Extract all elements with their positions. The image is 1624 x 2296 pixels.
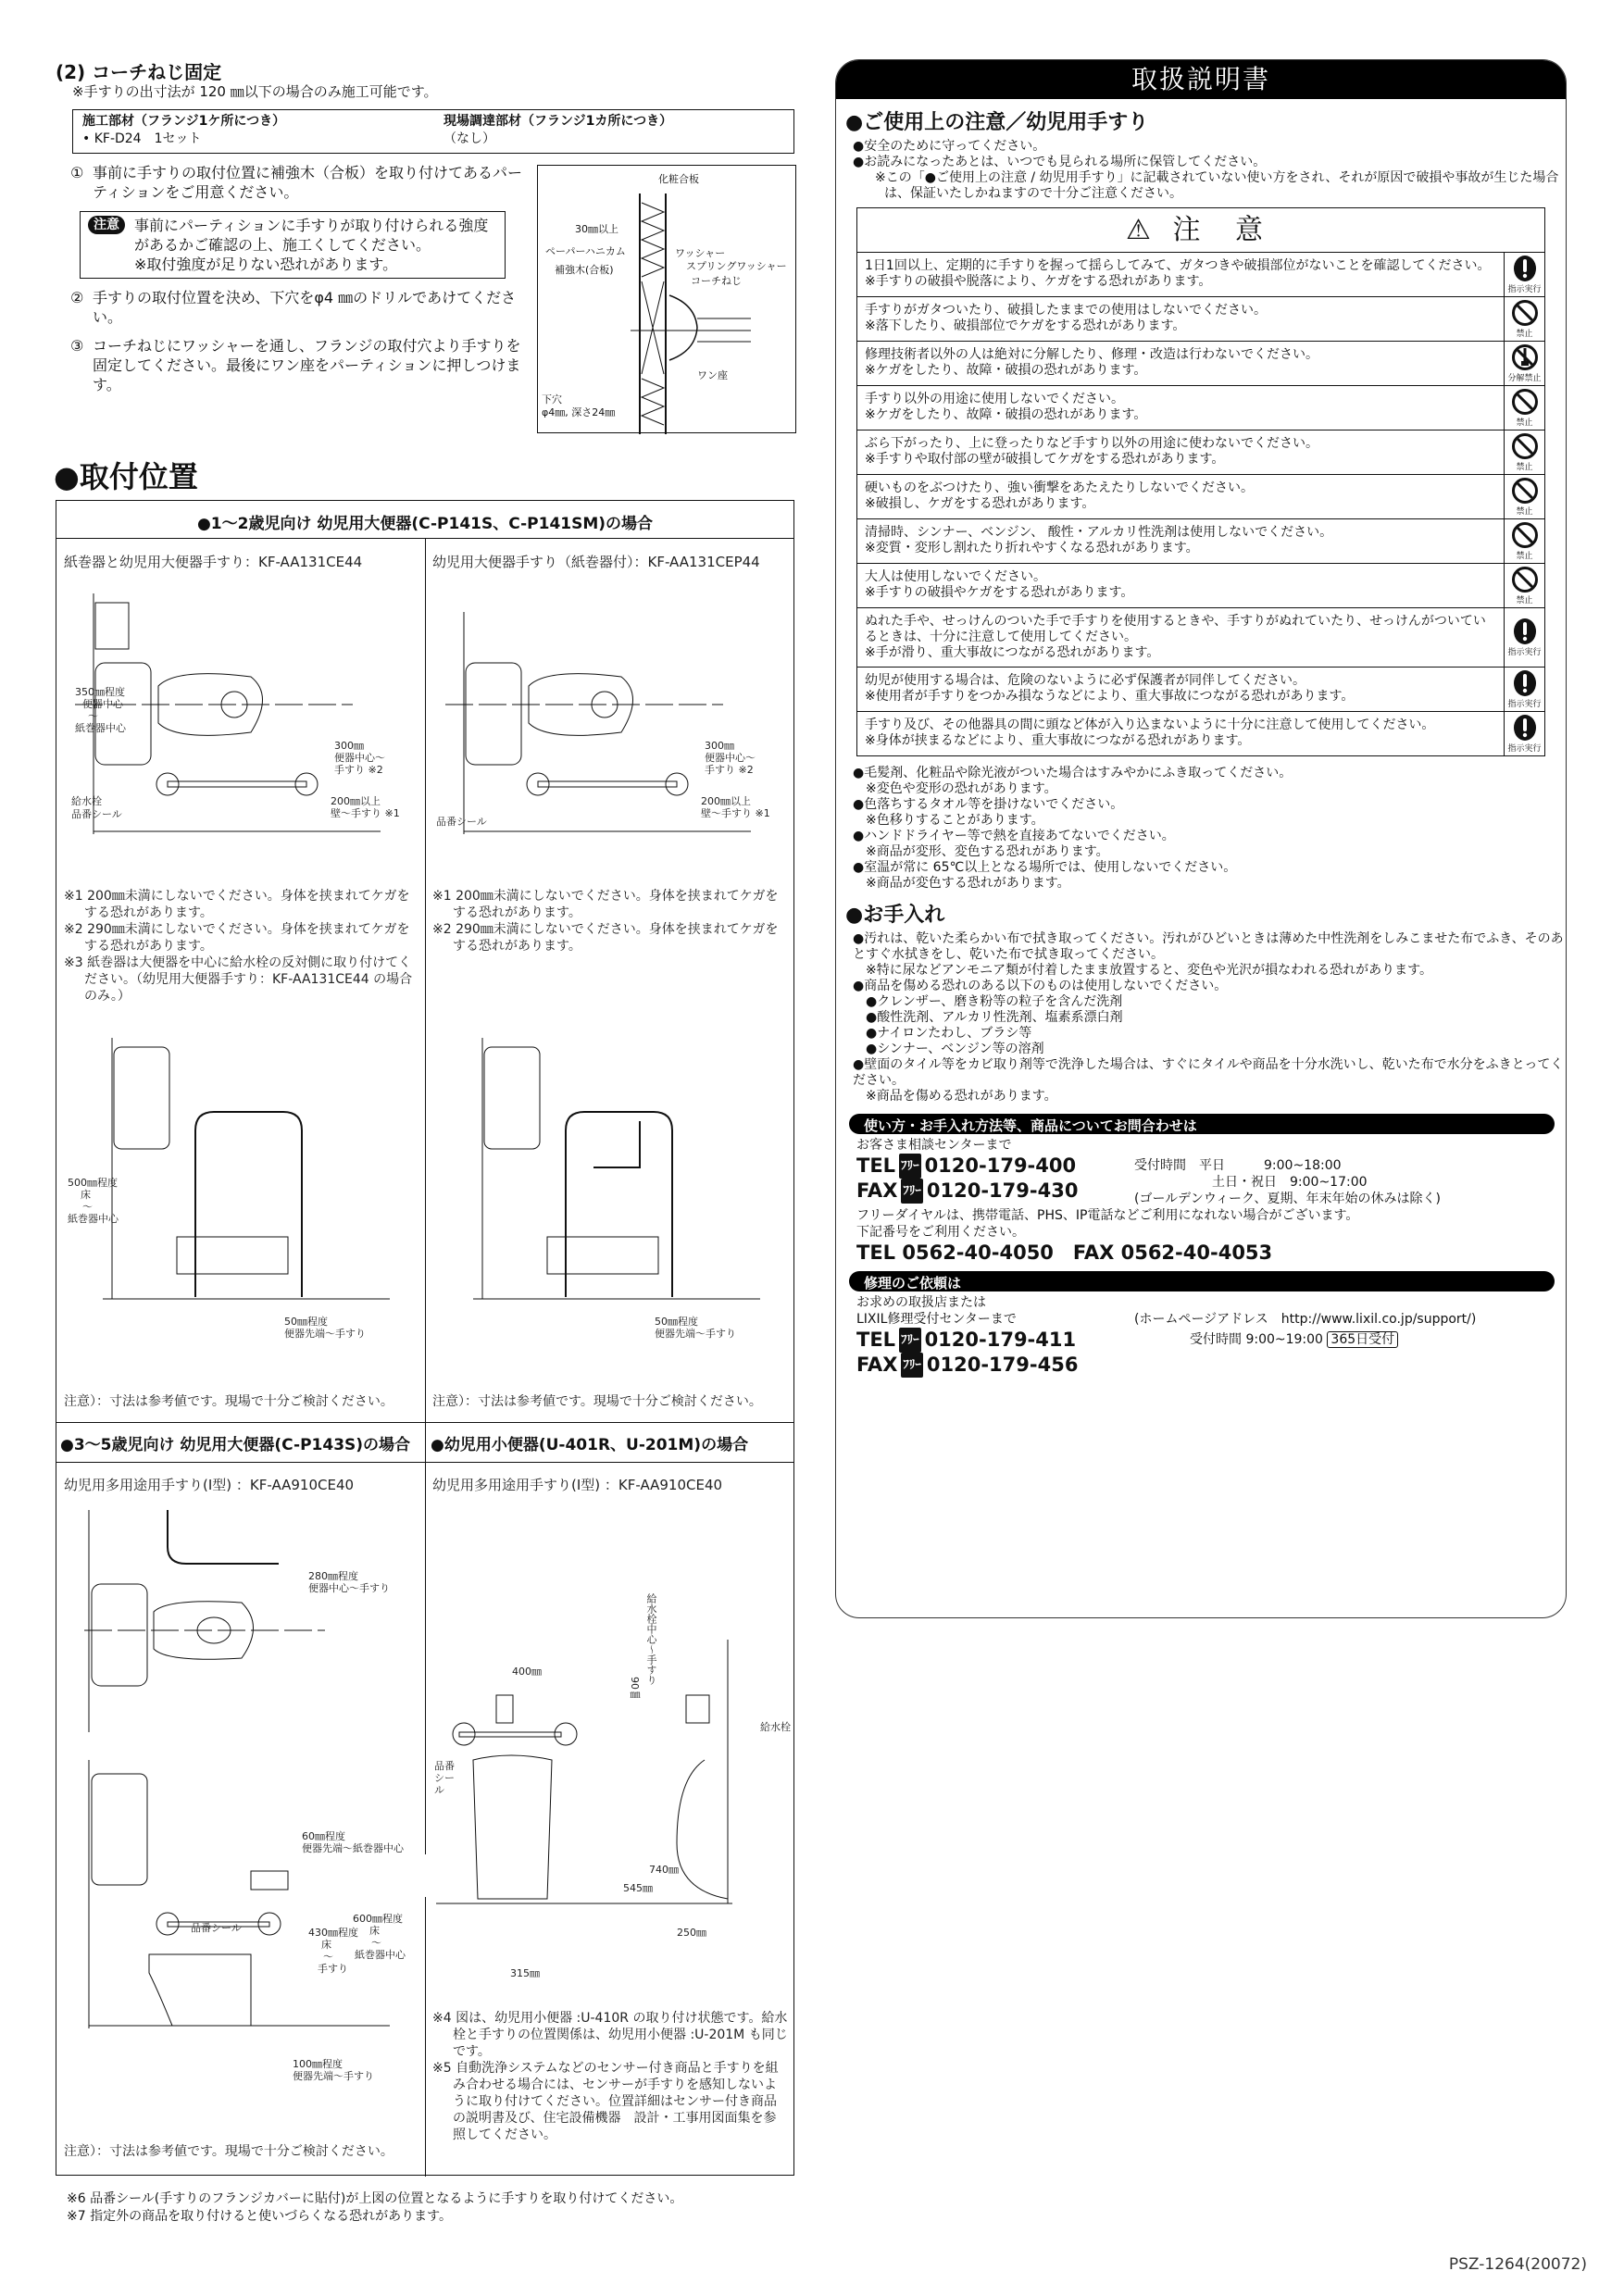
cell-c-dimension-note: 注意）：寸法は参考値です。現場で十分ご検討ください。 <box>64 2144 394 2159</box>
freedial-icon: ﾌﾘｰ <box>901 1179 923 1204</box>
coach-screw-section-diagram: 化粧合板 30㎜以上 ペーパーハニカム 補強木(合板) ワッシャー スプリングワッシャー コーチねじ ワン座 下穴 φ4㎜, 深さ24㎜ <box>537 165 796 433</box>
install-heading: (2) コーチねじ固定 <box>56 61 222 83</box>
materials-left-value: • KF-D24 1セット <box>82 131 202 146</box>
row2-right-title: ●幼児用小便器(U-401R、U-201M)の場合 <box>431 1436 749 1454</box>
warning-triangle-icon: ⚠ <box>1126 214 1151 246</box>
care-heading: ●お手入れ <box>845 904 945 927</box>
care-list: ●汚れは、乾いた柔らかい布で拭き取ってください。汚れがひどいときは薄めた中性洗剤をしみこませた布でふき、そのあとすぐ水拭きをし、乾いた布で拭き取ってください。 ※特に尿などアンモニア類が付着したまま放置すると、変色や光沢が損なわれる恐れがあります。 ●商品を傷める恐れのある以下のものは使用しないでください。 ●クレンザー、磨き粉等の粒子を含んだ洗剤 ●酸性洗剤、アルカリ性洗剤、塩素系漂白剤 ●ナイロンたわし、ブラシ等 ●シンナー、ベンジン等の溶剤 ●壁面のタイル等をカビ取り剤等で洗浄した場合は、すぐにタイルや商品を十分水洗いし、乾いた布で水分をふきとってください。 ※商品を傷める恐れがあります。 <box>853 931 1564 1104</box>
row1-title: ●1～2歳児向け 幼児用大便器(C-P141S、C-P141SM)の場合 <box>196 515 654 533</box>
warning-text: 手すりがガタついたり、破損したままでの使用はしないでください。 ※落下したり、破損部位でケガをする恐れがあります。 <box>865 303 1267 333</box>
repair-tel[interactable]: TEL ﾌﾘｰ 0120-179-411 <box>856 1329 1077 1351</box>
inquiry-alt-numbers[interactable]: TEL 0562-40-4050 FAX 0562-40-4053 <box>856 1242 1273 1264</box>
prohibited-icon: 禁止 <box>1504 564 1544 607</box>
cell-c-title: 幼児用多用途用手すり(I型) ：KF-AA910CE40 <box>64 1477 355 1493</box>
inquiry-fax[interactable]: FAX ﾌﾘｰ 0120-179-430 <box>856 1179 1079 1202</box>
materials-right-header: 現場調達部材（フランジ1カ所につき） <box>443 114 673 129</box>
freedial-icon: ﾌﾘｰ <box>899 1328 921 1353</box>
step-2: ② 手すりの取付位置を決め、下穴をφ4 ㎜のドリルであけてください。 <box>70 289 517 326</box>
warning-row <box>857 564 1544 608</box>
instruction-icon: 指示実行 <box>1504 668 1544 711</box>
caution-box: 注意 事前にパーティションに手すりが取り付けられる強度があるかご確認の上、施工くしてください。 ※取付強度が足りない恐れがあります。 <box>80 211 506 279</box>
warning-text: 修理技術者以外の人は絶対に分解したり、修理・改造は行わないでください。 ※ケガをしたり、故障・破損の恐れがあります。 <box>865 347 1318 378</box>
warning-text: 幼児が使用する場合は、危険のないように必ず保護者が同伴してください。 ※使用者が手すりをつかみ損なうなどにより、重大事故につながる恐れがあります。 <box>865 673 1355 704</box>
position-heading: ●取付位置 <box>54 459 198 494</box>
cell-a-notes: ※1 200㎜未満にしないでください。身体を挟まれてケガをする恐れがあります。 ※2 290㎜未満にしないでください。身体を挟まれてケガをする恐れがあります。 ※3 紙巻器は大便器を中心に給水栓の反対側に取り付けてください。（幼児用大便器手すり：KF-AA131CE44 の場合のみ。） <box>64 889 413 1004</box>
warning-text: ぬれた手や、せっけんのついた手で手すりを使用するときや、手すりがぬれていたり、せっけんがついているときは、十分に注意して使用してください。 ※手が滑り、重大事故につながる恐れがあります。 <box>865 614 1486 660</box>
prohibited-icon: 禁止 <box>1504 430 1544 474</box>
warning-row <box>857 519 1544 564</box>
warning-row <box>857 386 1544 430</box>
cell-b-dimension-note: 注意）：寸法は参考値です。現場で十分ご検討ください。 <box>432 1394 762 1409</box>
toilet-side-view-b <box>455 1038 779 1316</box>
cell-b-title: 幼児用大便器手すり（紙巻器付）：KF-AA131CEP44 <box>432 554 760 570</box>
instruction-icon: 指示実行 <box>1504 608 1544 667</box>
usage-heading: ●ご使用上の注意／幼児用手すり <box>845 111 1149 134</box>
inquiry-tel[interactable]: TEL ﾌﾘｰ 0120-179-400 <box>856 1154 1077 1177</box>
caution-badge: 注意 <box>88 216 125 234</box>
freedial-icon: ﾌﾘｰ <box>899 1154 921 1179</box>
freedial-icon: ﾌﾘｰ <box>901 1353 923 1378</box>
instruction-icon: 指示実行 <box>1504 253 1544 296</box>
repair-contact: お求めの取扱店または LIXIL修理受付センターまで (ホームページアドレス http://www.lixil.co.jp/support/) TEL ﾌﾘｰ 0120-179-411 FAX ﾌﾘｰ 0120-179-456 受付時間 9:00~19:00 365日受付 <box>856 1295 1477 1376</box>
warning-row <box>857 342 1544 386</box>
prohibited-icon: 禁止 <box>1504 475 1544 518</box>
warning-row <box>857 430 1544 475</box>
cell-d-notes: ※4 図は、幼児用小便器 :U-410R の取り付け状態です。給水栓と手すりの位置関係は、幼児用小便器 :U-201M も同じです。 ※5 自動洗浄システムなどのセンサー付き商品と手すりを組み合わせる場合には、センサーが手すりを感知しないように取り付けてください。位置詳細はセンサー付き商品の説明書及び、住宅設備機器 設計・工事用図面集を参照してください。 <box>432 2011 788 2142</box>
materials-box <box>72 109 794 154</box>
warning-row <box>857 712 1544 755</box>
warning-text: 手すり及び、その他器具の間に頭など体が入り込まないように十分に注意して使用してください。 ※身体が挟まるなどにより、重大事故につながる恐れがあります。 <box>865 718 1435 748</box>
warning-row <box>857 253 1544 297</box>
cell-a-dimension-note: 注意）：寸法は参考値です。現場で十分ご検討ください。 <box>64 1394 394 1409</box>
warning-text: 清掃時、シンナー、ベンジン、 酸性・アルカリ性洗剤は使用しないでください。 ※変質・変形し割れたり折れやすくなる恐れがあります。 <box>865 525 1333 555</box>
inquiry-contact: お客さま相談センターまで TEL ﾌﾘｰ 0120-179-400 FAX ﾌﾘｰ 0120-179-430 受付時間 平日 9:00~18:00 土日・祝日 9:00~17:00 (ゴールデンウィーク、夏期、年末年始の休みは除く) フリーダイヤルは、携帯電話、PHS、IP電話などご利用になれない場合がございます。 下記番号をご利用ください。 TEL 0562-40-4050 FAX 0562-40-4053 <box>836 1137 1566 1266</box>
install-steps <box>70 163 524 404</box>
warning-header: ⚠ 注 意 <box>857 208 1544 253</box>
warning-text: 1日1回以上、定期的に手すりを握って揺らしてみて、ガタつきや破損部位がないことを確認してください。 ※手すりの破損や脱落により、ケガをする恐れがあります。 <box>865 258 1491 289</box>
materials-right-value: （なし） <box>443 131 495 146</box>
warning-row <box>857 668 1544 712</box>
instruction-manual-panel <box>835 59 1567 1618</box>
prohibited-icon: 禁止 <box>1504 519 1544 563</box>
inquiry-pill: 使い方・お手入れ方法等、商品についてお問合わせは <box>849 1114 1555 1134</box>
warning-text: 硬いものをぶつけたり、強い衝撃をあたえたりしないでください。 ※破損し、ケガをする恐れがあります。 <box>865 480 1254 511</box>
warning-row <box>857 297 1544 342</box>
instruction-icon: 指示実行 <box>1504 712 1544 755</box>
row2-left-title: ●3～5歳児向け 幼児用大便器(C-P143S)の場合 <box>60 1436 411 1454</box>
warning-row <box>857 475 1544 519</box>
materials-left-header: 施工部材（フランジ1ケ所につき） <box>82 114 286 129</box>
install-note: ※手すりの出寸法が 120 ㎜以下の場合のみ施工可能です。 <box>72 83 438 100</box>
warning-table <box>856 207 1545 756</box>
bottom-notes: ※6 品番シール(手すりのフランジカバーに貼付)が上図の位置となるように手すりを取り付けてください。 ※7 指定外の商品を取り付けると使いづらくなる恐れがあります。 <box>67 2191 683 2224</box>
no-disassembly-icon: 分解禁止 <box>1504 342 1544 385</box>
homepage-link[interactable]: (ホームページアドレス http://www.lixil.co.jp/support/) <box>1134 1312 1477 1327</box>
after-warnings: ●毛髪剤、化粧品や除光液がついた場合はすみやかにふき取ってください。 ※変色や変形の恐れがあります。 ●色落ちするタオル等を掛けないでください。 ※色移りすることがあります。 ●ハンドドライヤー等で熱を直接あてないでください。 ※商品が変形、変色する恐れがあります。 ●室温が常に 65℃以上となる場所では、使用しないでください。 ※商品が変色する恐れがあります。 <box>853 766 1293 891</box>
cell-a-title: 紙巻器と幼児用大便器手すり：KF-AA131CE44 <box>64 554 363 570</box>
urinal-front-side-view <box>436 1593 788 1964</box>
cell-b-notes: ※1 200㎜未満にしないでください。身体を挟まれてケガをする恐れがあります。 ※2 290㎜未満にしないでください。身体を挟まれてケガをする恐れがあります。 <box>432 889 779 954</box>
step-1: ① 事前に手すりの取付位置に補強木（合板）を取り付けてあるパーティションをご用意ください。 <box>70 164 523 201</box>
prohibited-icon: 禁止 <box>1504 386 1544 430</box>
usage-bullets: ●安全のために守ってください。 ●お読みになったあとは、いつでも見られる場所に保管してください。 ※この「●ご使用上の注意 / 幼児用手すり」に記載されていない使い方をされ、それが原因で破損や事故が生じた場合は、保証いたしかねますので十分ご注意ください。 <box>853 139 1559 201</box>
document-code: PSZ-1264(20072) <box>1448 2255 1587 2274</box>
cell-d-title: 幼児用多用途用手すり(I型) ：KF-AA910CE40 <box>432 1477 723 1493</box>
365-days-badge: 365日受付 <box>1327 1331 1398 1348</box>
manual-title: 取扱説明書 <box>836 60 1566 99</box>
wall-section-drawing <box>538 166 797 434</box>
prohibited-icon: 禁止 <box>1504 297 1544 341</box>
position-table: ●1～2歳児向け 幼児用大便器(C-P141S、C-P141SM)の場合 紙巻器と幼児用大便器手すり：KF-AA131CE44 350㎜程度 便器中心 ～ 紙巻器中心 300㎜ 便器中心～ 手すり ※2 200㎜以上 壁～手すり ※1 給水栓 品番シール ※1 200㎜未満にしないでください。身体を挟まれてケガをする恐れがあります。 ※2 290㎜未満にしないでください。身体を挟まれてケガをする恐れがあります。 ※3 紙巻器は大便器を中心に給水栓の反対側に取り付けてください。（幼児用大便器手すり：KF-AA131CE44 の場合のみ。） 500㎜程度 床 ～ 紙巻器中心 50㎜程度 便器先端～手すり 幼児用大便器手すり（紙巻器付）：KF-AA131CEP44 300㎜ 便器中心～ 手すり ※2 200㎜以上 壁～手すり ※1 品番シール ※1 200㎜未満にしないでください。身体を挟まれてケガをする恐れがあります。 ※2 290㎜未満にしないでください。身体を挟まれてケガをする恐れがあります。 50㎜程度 便器先端～手すり 注意）：寸法は参考値です。現場で十分ご検討ください。 注意）：寸法は参考値です。現場で十分ご検討ください。 ●3～5歳児向け 幼児用大便器(C-P143S)の場合 ●幼児用小便器(U-401R、U-201M)の場合 幼児用多用途用手すり(I型) ：KF-AA910CE40 280㎜程度 便器中心～手すり 60㎜程度 便器先端～紙巻器中心 600㎜程度 床 ～ 紙巻器中心 430㎜程度 床 ～ 手すり 品番シール 100㎜程度 便器先端～手すり 幼児用多用途用手すり(I型) ：KF-AA910CE40 400㎜ 90㎜ 給水栓中心～手すり 品番シール 740㎜ 545㎜ 250㎜ 315㎜ 給水栓 ※4 図は、幼児用小便器 :U-410R の取り付け状態です。給水栓と手すりの位置関係は、幼児用小便器 :U-201M も同じです。 ※5 自動洗浄システムなどのセンサー付き商品と手すりを組み合わせる場合には、センサーが手すりを感知しないように取り付けてください。位置詳細はセンサー付き商品の説明書及び、住宅設備機器 設計・工事用図面集を参照してください。 注意）：寸法は参考値です。現場で十分ご検討ください。 <box>56 500 794 2176</box>
repair-fax[interactable]: FAX ﾌﾘｰ 0120-179-456 <box>856 1354 1079 1376</box>
warning-text: ぶら下がったり、上に登ったりなど手すり以外の用途に使わないでください。 ※手すりや取付部の壁が破損してケガをする恐れがあります。 <box>865 436 1318 467</box>
warning-text: 手すり以外の用途に使用しないでください。 ※ケガをしたり、故障・破損の恐れがあります。 <box>865 392 1147 422</box>
step-3: ③ コーチねじにワッシャーを通し、フランジの取付穴より手すりを固定してください。最後にワン座をパーティションに押しつけます。 <box>70 337 521 393</box>
repair-pill: 修理のご依頼は <box>849 1271 1555 1292</box>
warning-text: 大人は使用しないでください。 ※手すりの破損やケガをする恐れがあります。 <box>865 569 1134 600</box>
warning-row <box>857 608 1544 668</box>
toilet-side-view-a <box>84 1038 408 1316</box>
